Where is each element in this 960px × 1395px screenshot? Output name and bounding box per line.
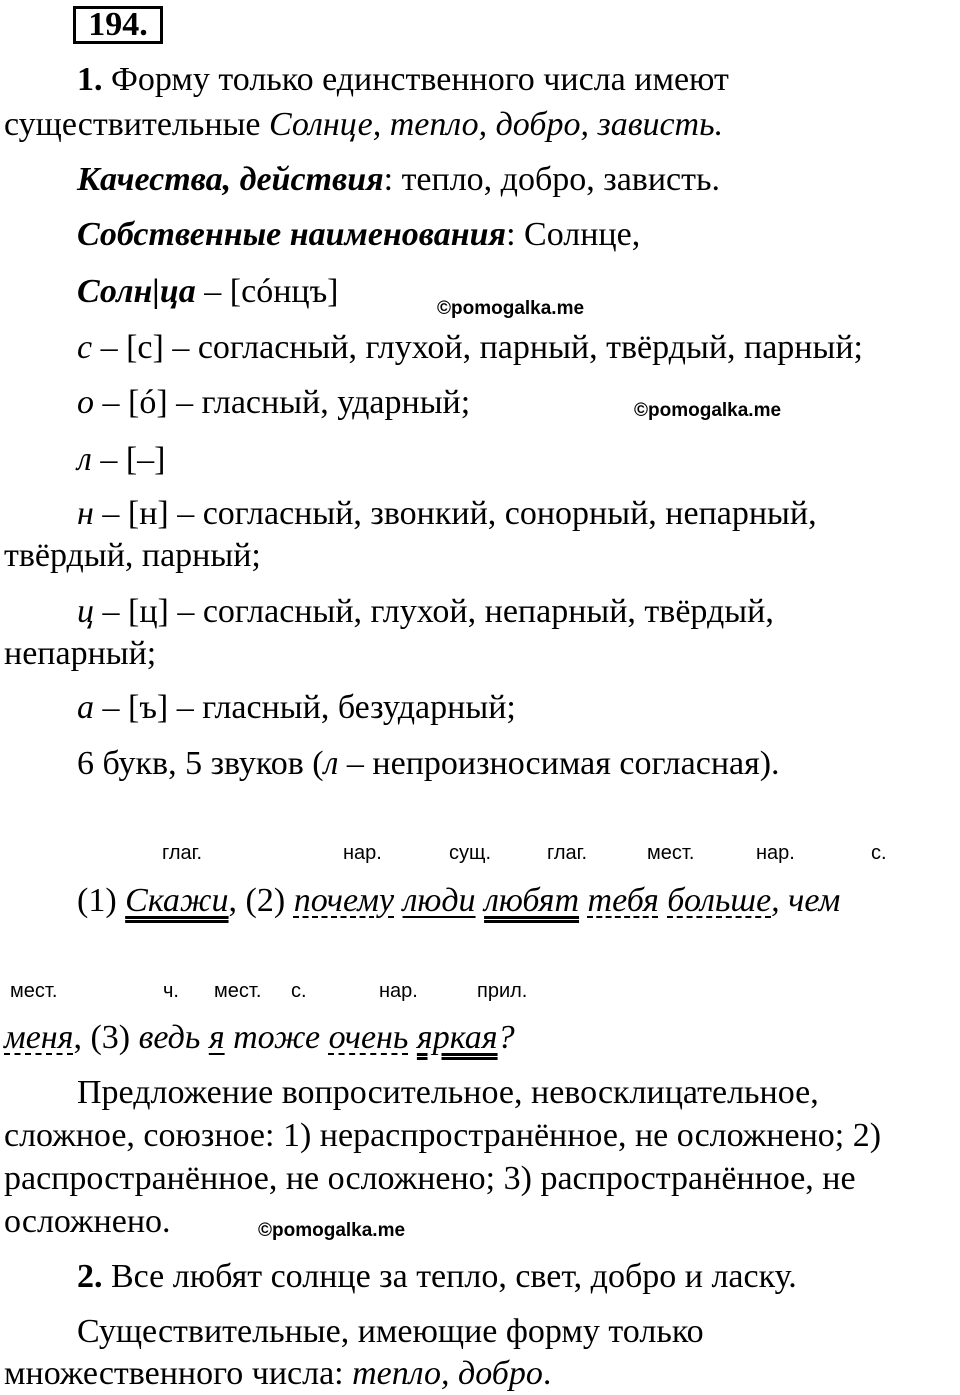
adverbial-word: почему [293,882,395,919]
phonetic-line-cont: твёрдый, парный; [4,537,261,574]
phonetic-line: н – [н] – согласный, звонкий, сонорный, непарный, [77,495,817,532]
predicate-word: любят [484,882,580,919]
object-word: тебя [587,882,659,919]
pos-label: глаг. [162,842,203,864]
pos-label: с. [291,980,307,1002]
pos-label: с. [871,842,887,864]
proper-names-line: Собственные наименования: Солнце, [77,216,641,253]
analysis-line: Предложение вопросительное, невосклицательное, [77,1074,819,1111]
watermark: ©pomogalka.me [437,298,585,319]
object-word: меня [4,1019,74,1056]
pos-label: мест. [214,980,262,1002]
sentence-line-2: меня, (3) ведь я тоже очень яркая? [4,1019,515,1056]
pos-label: глаг. [547,842,588,864]
subject-word: люди [402,882,476,919]
phonetic-line: ц – [ц] – согласный, глухой, непарный, твёрдый, [77,593,774,630]
quality-line: Качества, действия: тепло, добро, зависть. [77,161,721,198]
pos-label: нар. [343,842,382,864]
predicate-word: Скажи [125,882,229,919]
phonetic-line: о – [ó] – гласный, ударный; [77,384,471,421]
pos-label: прил. [477,980,528,1002]
word-transcription: Солн|ца – [сóнцъ] [77,273,339,310]
paragraph-1-number: 1. [77,61,103,98]
pos-label: нар. [756,842,795,864]
phonetic-line-cont: непарный; [4,635,157,672]
predicate-word: яркая [416,1019,498,1056]
analysis-line: сложное, союзное: 1) нераспространённое, не осложнено; 2) [4,1117,882,1154]
paragraph-1-line-1: 1. Форму только единственного числа имеют [77,61,729,98]
subject-word: я [208,1019,225,1056]
analysis-line: распространённое, не осложнено; 3) распространённое, не [4,1160,856,1197]
paragraph-2-number: 2. [77,1258,103,1295]
watermark: ©pomogalka.me [258,1220,406,1241]
paragraph-1-line-2: существительные Солнце, тепло, добро, зависть. [4,106,724,143]
final-line-1: Существительные, имеющие форму только [77,1313,704,1350]
sentence-line-1: (1) Скажи, (2) почему люди любят тебя больше, чем [77,882,841,919]
pos-label: мест. [10,980,58,1002]
adverbial-word: очень [328,1019,409,1056]
adverbial-word: больше [667,882,772,919]
phonetic-line: а – [ъ] – гласный, безударный; [77,689,516,726]
phonetic-line: л – [–] [77,441,166,478]
final-line-2: множественного числа: тепло, добро. [4,1355,552,1392]
pos-label: мест. [647,842,695,864]
pos-label: нар. [379,980,418,1002]
pos-label: сущ. [449,842,492,864]
paragraph-2: 2. Все любят солнце за тепло, свет, добро и ласку. [77,1258,797,1295]
letters-sounds-count: 6 букв, 5 звуков (л – непроизносимая согласная). [77,745,780,782]
task-number: 194. [73,6,163,44]
pos-label: ч. [163,980,179,1002]
watermark: ©pomogalka.me [634,400,782,421]
phonetic-line: с – [с] – согласный, глухой, парный, твёрдый, парный; [77,329,863,366]
analysis-line: осложнено. [4,1203,171,1240]
